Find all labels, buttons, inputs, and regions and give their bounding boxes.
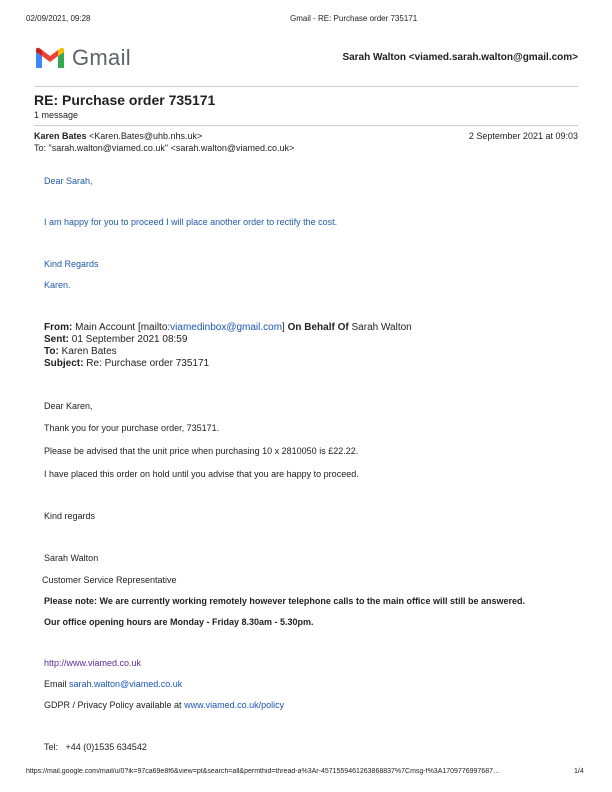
message-date: 2 September 2021 at 09:03 bbox=[468, 131, 578, 141]
signature-notice-hours: Our office opening hours are Monday - Friday 8.30am - 5.30pm. bbox=[44, 617, 314, 627]
gmail-wordmark: Gmail bbox=[72, 45, 131, 70]
account-identity: Sarah Walton <viamed.sarah.walton@gmail.com> bbox=[342, 52, 578, 63]
signature-notice-remote: Please note: We are currently working remotely however telephone calls to the main office will still be answered. bbox=[44, 596, 525, 606]
forward-from-link[interactable]: viamedinbox@gmail.com bbox=[170, 322, 283, 333]
gmail-logo bbox=[34, 44, 134, 72]
original-line-1: Thank you for your purchase order, 735171. bbox=[44, 423, 220, 433]
sender bbox=[34, 131, 202, 141]
reply-body: I am happy for you to proceed I will place another order to rectify the cost. bbox=[44, 217, 338, 227]
forward-to-line: To: Karen Bates bbox=[44, 346, 117, 357]
signature-telephone: Tel: +44 (0)1535 634542 bbox=[44, 742, 147, 752]
print-url: https://mail.google.com/mail/u/0?ik=97ca69e8f6&view=pt&search=all&permthid=thread-a%3Ar-4571559461263868837%7Cmsg-f%3A1709776997687… bbox=[26, 768, 500, 775]
recipient-line: To: "sarah.walton@viamed.co.uk" <sarah.walton@viamed.co.uk> bbox=[34, 143, 295, 153]
signature-email-line: Email sarah.walton@viamed.co.uk bbox=[44, 679, 183, 689]
header-divider bbox=[34, 86, 578, 87]
signature-name: Sarah Walton bbox=[44, 553, 99, 563]
reply-name: Karen. bbox=[44, 280, 71, 290]
forward-sent-line: Sent: 01 September 2021 08:59 bbox=[44, 334, 188, 345]
print-title: Gmail - RE: Purchase order 735171 bbox=[290, 14, 418, 23]
gmail-envelope-icon bbox=[34, 46, 66, 70]
reply-greeting: Dear Sarah, bbox=[44, 176, 93, 186]
sender-name: Karen Bates bbox=[34, 131, 87, 141]
sender-email: <Karen.Bates@uhb.nhs.uk> bbox=[89, 131, 203, 141]
thread-subject: RE: Purchase order 735171 bbox=[34, 92, 216, 108]
message-count: 1 message bbox=[34, 110, 79, 120]
signature-gdpr-line: GDPR / Privacy Policy available at www.viamed.co.uk/policy bbox=[44, 700, 285, 710]
original-greeting: Dear Karen, bbox=[44, 401, 93, 411]
signature-website-link[interactable]: http://www.viamed.co.uk bbox=[44, 658, 142, 668]
print-datetime: 02/09/2021, 09:28 bbox=[26, 14, 91, 23]
signature-gdpr-link[interactable]: www.viamed.co.uk/policy bbox=[184, 700, 285, 710]
signature-email-link[interactable]: sarah.walton@viamed.co.uk bbox=[69, 679, 183, 689]
signature-role: Customer Service Representative bbox=[42, 575, 177, 585]
original-signoff: Kind regards bbox=[44, 511, 96, 521]
print-page-number: 1/4 bbox=[574, 768, 584, 775]
reply-signoff: Kind Regards bbox=[44, 259, 99, 269]
original-line-2: Please be advised that the unit price when purchasing 10 x 2810050 is £22.22. bbox=[44, 446, 359, 456]
forward-subject-line: Subject: Re: Purchase order 735171 bbox=[44, 358, 210, 369]
forward-from-line: From: Main Account [mailto:viamedinbox@gmail.com] On Behalf Of Sarah Walton bbox=[44, 322, 412, 333]
original-line-3: I have placed this order on hold until you advise that you are happy to proceed. bbox=[44, 469, 359, 479]
message-divider bbox=[34, 125, 578, 126]
